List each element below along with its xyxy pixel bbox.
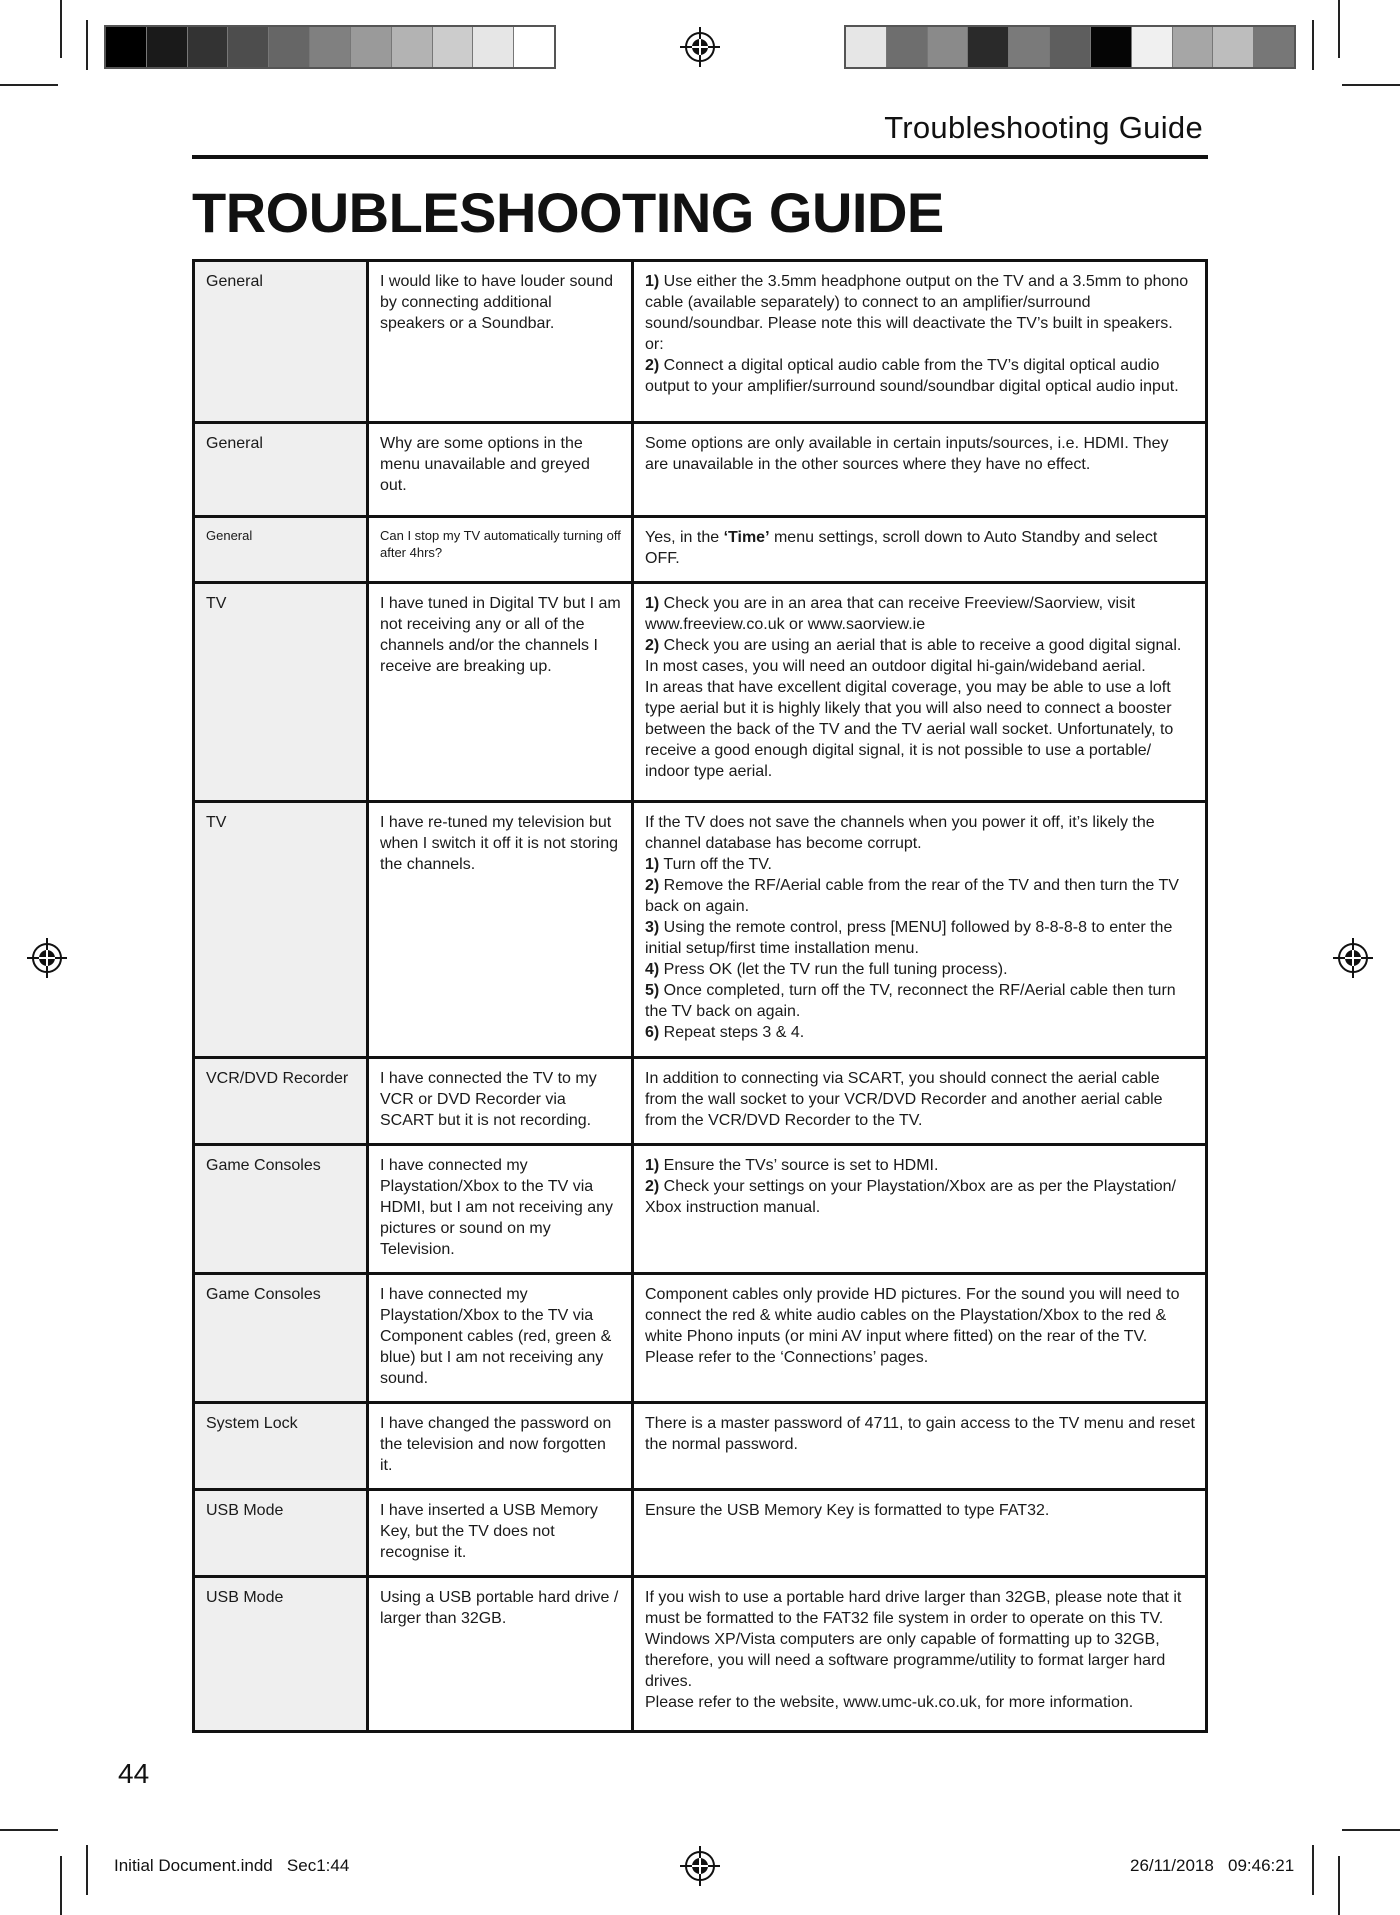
color-swatch [473,27,514,67]
color-swatch [228,27,269,67]
solution-text: Connect a digital optical audio cable from the TV’s digital optical audio output to your amplifier/surround sound/soundbar digital optical audio input. [645,357,1179,395]
solution-text: Check your settings on your Playstation/Xbox are as per the Playstation/ Xbox instruction manual. [645,1178,1176,1216]
solution-text: Repeat steps 3 & 4. [659,1024,805,1041]
table-row [194,261,1207,423]
color-swatch [1050,27,1091,67]
solution-line [645,854,1195,875]
solution-line [645,1500,1195,1521]
solution-text: Check you are using an aerial that is able to receive a good digital signal. In most cases, you will need an outdoor digital hi-gain/wideband aerial. [645,637,1182,675]
header-rule [192,155,1208,159]
page-number: 44 [118,1758,150,1789]
solution-text: Ensure the TVs’ source is set to HDMI. [659,1157,939,1174]
color-swatch [1091,27,1132,67]
category-cell: Game Consoles [194,1145,368,1274]
problem-cell: I would like to have louder sound by connecting additional speakers or a Soundbar. [368,261,633,423]
crop-mark [1342,1829,1400,1831]
solution-text: If you wish to use a portable hard drive larger than 32GB, please note that it must be formatted to the FAT32 file system in order to operate on this TV. Windows XP/Vista computers are only capable of formatting up to 32GB, therefore, you will need a software programme/utility to format larger hard drives. [645,1589,1182,1690]
solution-text: Use either the 3.5mm headphone output on the TV and a 3.5mm to phono cable (available separately) to connect to an amplifier/surround sound/soundbar. Please note this will deactivate the TV’s built in speakers. [645,273,1189,332]
color-swatch [1173,27,1214,67]
category-cell: VCR/DVD Recorder [194,1058,368,1145]
registration-mark-icon [1333,938,1373,978]
footer-date-time: 26/11/2018 09:46:21 [1130,1856,1295,1875]
table-row [194,1274,1207,1403]
table-row [194,1403,1207,1490]
solution-line [645,1176,1195,1218]
step-number: 2) [645,1178,660,1195]
solution-cell [633,583,1207,802]
color-swatch [846,27,887,67]
crop-mark [86,1845,88,1895]
solution-cell [633,1058,1207,1145]
solution-text: If the TV does not save the channels when you power it off, it’s likely the channel database has become corrupt. [645,814,1155,852]
color-swatch [1132,27,1173,67]
registration-mark-icon [27,938,67,978]
solution-text: Please refer to the website, www.umc-uk.co.uk, for more information. [645,1694,1134,1711]
solution-text: Component cables only provide HD pictures. For the sound you will need to connect the red & white audio cables on the Playstation/Xbox to the red & white Phono inputs (or mini AV input where fitted) on the rear of the TV. Please refer to the ‘Connections’ pages. [645,1286,1180,1366]
solution-line [645,635,1195,677]
problem-cell: I have tuned in Digital TV but I am not receiving any or all of the channels and/or the channels I receive are breaking up. [368,583,633,802]
solution-cell [633,261,1207,423]
solution-text: or: [645,336,664,353]
step-number: 1) [645,595,660,612]
crop-mark [1342,84,1400,86]
solution-cell [633,423,1207,517]
solution-line [645,917,1195,959]
solution-line [645,1692,1195,1713]
category-cell: TV [194,583,368,802]
solution-text: Using the remote control, press [MENU] followed by 8-8-8-8 to enter the initial setup/first time installation menu. [645,919,1173,957]
step-number: 1) [645,273,660,290]
running-head: Troubleshooting Guide [884,110,1203,145]
color-swatch [514,27,554,67]
step-number: 5) [645,982,660,999]
registration-mark-icon [680,1846,720,1886]
crop-mark [86,20,88,70]
solution-cell [633,1577,1207,1732]
step-number: 2) [645,637,660,654]
color-swatch [1213,27,1254,67]
category-cell: USB Mode [194,1490,368,1577]
color-swatch [351,27,392,67]
solution-line [645,334,1195,355]
problem-cell: I have changed the password on the television and now forgotten it. [368,1403,633,1490]
category-cell: System Lock [194,1403,368,1490]
solution-line [645,271,1195,334]
problem-cell: I have connected my Playstation/Xbox to the TV via Component cables (red, green & blue) but I am not receiving any sound. [368,1274,633,1403]
solution-line [645,980,1195,1022]
step-number: 4) [645,961,660,978]
table-row [194,1058,1207,1145]
color-swatch [1254,27,1294,67]
registration-mark-icon [680,27,720,67]
solution-cell [633,1403,1207,1490]
table-row [194,583,1207,802]
color-swatch [106,27,147,67]
page-title: TROUBLESHOOTING GUIDE [192,181,944,244]
solution-text: Remove the RF/Aerial cable from the rear of the TV and then turn the TV back on again. [645,877,1179,915]
table-row [194,1577,1207,1732]
category-cell: TV [194,802,368,1058]
solution-text: Once completed, turn off the TV, reconnect the RF/Aerial cable then turn the TV back on again. [645,982,1176,1020]
color-swatch [392,27,433,67]
footer-file-info: Initial Document.indd Sec1:44 [114,1856,350,1875]
solution-text: Check you are in an area that can receive Freeview/Saorview, visit www.freeview.co.uk or www.saorview.ie [645,595,1136,633]
solution-text: ‘Time’ [723,529,770,546]
crop-mark [1312,20,1314,70]
solution-line [645,1068,1195,1131]
crop-mark [1338,0,1340,58]
table-row [194,1145,1207,1274]
solution-line [645,1587,1195,1692]
solution-text: There is a master password of 4711, to gain access to the TV menu and reset the normal password. [645,1415,1195,1453]
step-number: 3) [645,919,660,936]
troubleshooting-table [192,259,1208,1733]
crop-mark [60,1856,62,1915]
color-swatch [968,27,1009,67]
step-number: 2) [645,357,660,374]
solution-line [645,812,1195,854]
crop-mark [1312,1845,1314,1895]
step-number: 2) [645,877,660,894]
solution-text: Turn off the TV. [659,856,772,873]
problem-cell: Using a USB portable hard drive / larger than 32GB. [368,1577,633,1732]
color-swatch [188,27,229,67]
table-row [194,517,1207,583]
problem-cell: I have connected the TV to my VCR or DVD Recorder via SCART but it is not recording. [368,1058,633,1145]
solution-line [645,677,1195,782]
color-bar-right [844,25,1296,69]
crop-mark [1338,1856,1340,1915]
category-cell: USB Mode [194,1577,368,1732]
color-swatch [269,27,310,67]
problem-cell: Why are some options in the menu unavailable and greyed out. [368,423,633,517]
problem-cell: I have inserted a USB Memory Key, but the TV does not recognise it. [368,1490,633,1577]
solution-line [645,593,1195,635]
problem-cell: Can I stop my TV automatically turning off after 4hrs? [368,517,633,583]
solution-text: Yes, in the [645,529,724,546]
problem-cell: I have connected my Playstation/Xbox to the TV via HDMI, but I am not receiving any pictures or sound on my Television. [368,1145,633,1274]
solution-line [645,1022,1195,1043]
color-swatch [887,27,928,67]
solution-line [645,1413,1195,1455]
color-swatch [928,27,969,67]
solution-line [645,355,1195,397]
solution-text: Some options are only available in certain inputs/sources, i.e. HDMI. They are unavailable in the other sources where they have no effect. [645,435,1169,473]
color-swatch [310,27,351,67]
table-row [194,423,1207,517]
solution-line [645,1155,1195,1176]
color-swatch [1009,27,1050,67]
step-number: 1) [645,856,660,873]
table-row [194,1490,1207,1577]
solution-text: In addition to connecting via SCART, you should connect the aerial cable from the wall socket to your VCR/DVD Recorder and another aerial cable from the VCR/DVD Recorder to the TV. [645,1070,1163,1129]
solution-cell [633,1490,1207,1577]
solution-text: In areas that have excellent digital coverage, you may be able to use a loft type aerial but it is highly likely that you will also need to connect a booster between the back of the TV and the TV aerial wall socket. Unfortunately, to receive a good enough digital signal, it is not possible to use a portable/ indoor type aerial. [645,679,1174,780]
solution-cell [633,1274,1207,1403]
category-cell: General [194,517,368,583]
color-swatch [147,27,188,67]
solution-text: menu settings, scroll down to Auto Standby and select OFF. [645,529,1158,567]
solution-line [645,1284,1195,1368]
solution-cell [633,802,1207,1058]
category-cell: General [194,261,368,423]
solution-cell [633,1145,1207,1274]
crop-mark [0,1829,58,1831]
solution-line [645,875,1195,917]
solution-line [645,433,1195,475]
color-bar-left [104,25,556,69]
crop-mark [60,0,62,58]
table-row [194,802,1207,1058]
solution-line [645,959,1195,980]
color-swatch [433,27,474,67]
solution-text: Ensure the USB Memory Key is formatted to type FAT32. [645,1502,1050,1519]
solution-text: Press OK (let the TV run the full tuning process). [659,961,1008,978]
step-number: 1) [645,1157,660,1174]
crop-mark [0,84,58,86]
category-cell: Game Consoles [194,1274,368,1403]
solution-cell [633,517,1207,583]
problem-cell: I have re-tuned my television but when I switch it off it is not storing the channels. [368,802,633,1058]
step-number: 6) [645,1024,660,1041]
category-cell: General [194,423,368,517]
